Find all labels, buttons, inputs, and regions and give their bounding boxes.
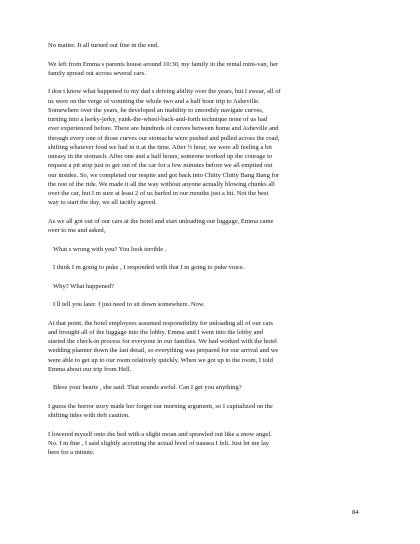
paragraph: I guess the horror story made her forget our morning argument, so I capitalized on the shifting tides with deft caution. <box>48 402 273 419</box>
paragraph: I lowered myself onto the bed with a slight moan and sprawled out like a snow angel. No. I m fine , I said slightly accreting the actual level of nausea I felt. Just let me lay here for a minute. <box>48 430 272 456</box>
dialogue-line: Why? What happened? <box>53 282 114 290</box>
dialogue-line: Bless your hearts , she said. That sounds awful. Can I get you anything? <box>53 384 242 392</box>
dialogue-line: I ll tell you later. I just need to sit down somewhere. Now. <box>53 301 205 308</box>
paragraph: We left from Emma s parents house around 10:30, my family in the rental mini-van, her family spread out across several cars. <box>48 60 279 77</box>
paragraph: As we all got out of our cars at the hotel and start unloading our luggage, Emma came over to me and asked, <box>48 217 274 234</box>
dialogue-line: I think I m going to puke , I responded with that I m going to puke voice. <box>53 264 245 271</box>
page-number: 84 <box>352 509 359 516</box>
body-text <box>48 41 376 467</box>
paragraph: I don t know what happened to my dad s driving ability over the years, but I swear, all of us were on the verge of vomiting the whole two and a half hour trip to Asheville. Somewhere over the years, he developed an inability to smoothly navigate curves, turning into a herky-jerky, yank-the-wheel-back-and-forth technique none of us had ever experienced before. There are hundreds of curves between home and Asheville and through every one of those curves our stomachs were pushed and pulled across the road, shifting whatever food we had in it at the time. After ½ hour, we were all feeling a bit uneasy in the stomach. After one and a half hours, someone worked up the courage to request a pit stop just to get out of the car for a few minutes before we all emptied out our insides. So, we completed our respite and got back into Chitty Chitty Bang Bang for the rest of the ride. We made it all the way without anyone actually blowing chunks all over the car, but I m sure at least 2 of us barfed in our mouths just a bit. Not the best way to start the day, we all tacitly agreed. <box>48 88 281 207</box>
paragraph: At that point, the hotel employees assumed responsibility for unloading all of our cars and brought all of the luggage into the lobby. Emma and I went into the lobby and started the check-in process for everyone in our families. We had worked with the hotel wedding planner down the last detail, so everything was prepared for our arrival and we were able to get up to our room relatively quickly. When we got up to the room, I told Emma about our trip from Hell. <box>48 319 279 373</box>
paragraph: No matter. It all turned out fine in the end. <box>48 42 159 49</box>
dialogue-line: What s wrong with you? You look terrible . <box>53 245 167 253</box>
